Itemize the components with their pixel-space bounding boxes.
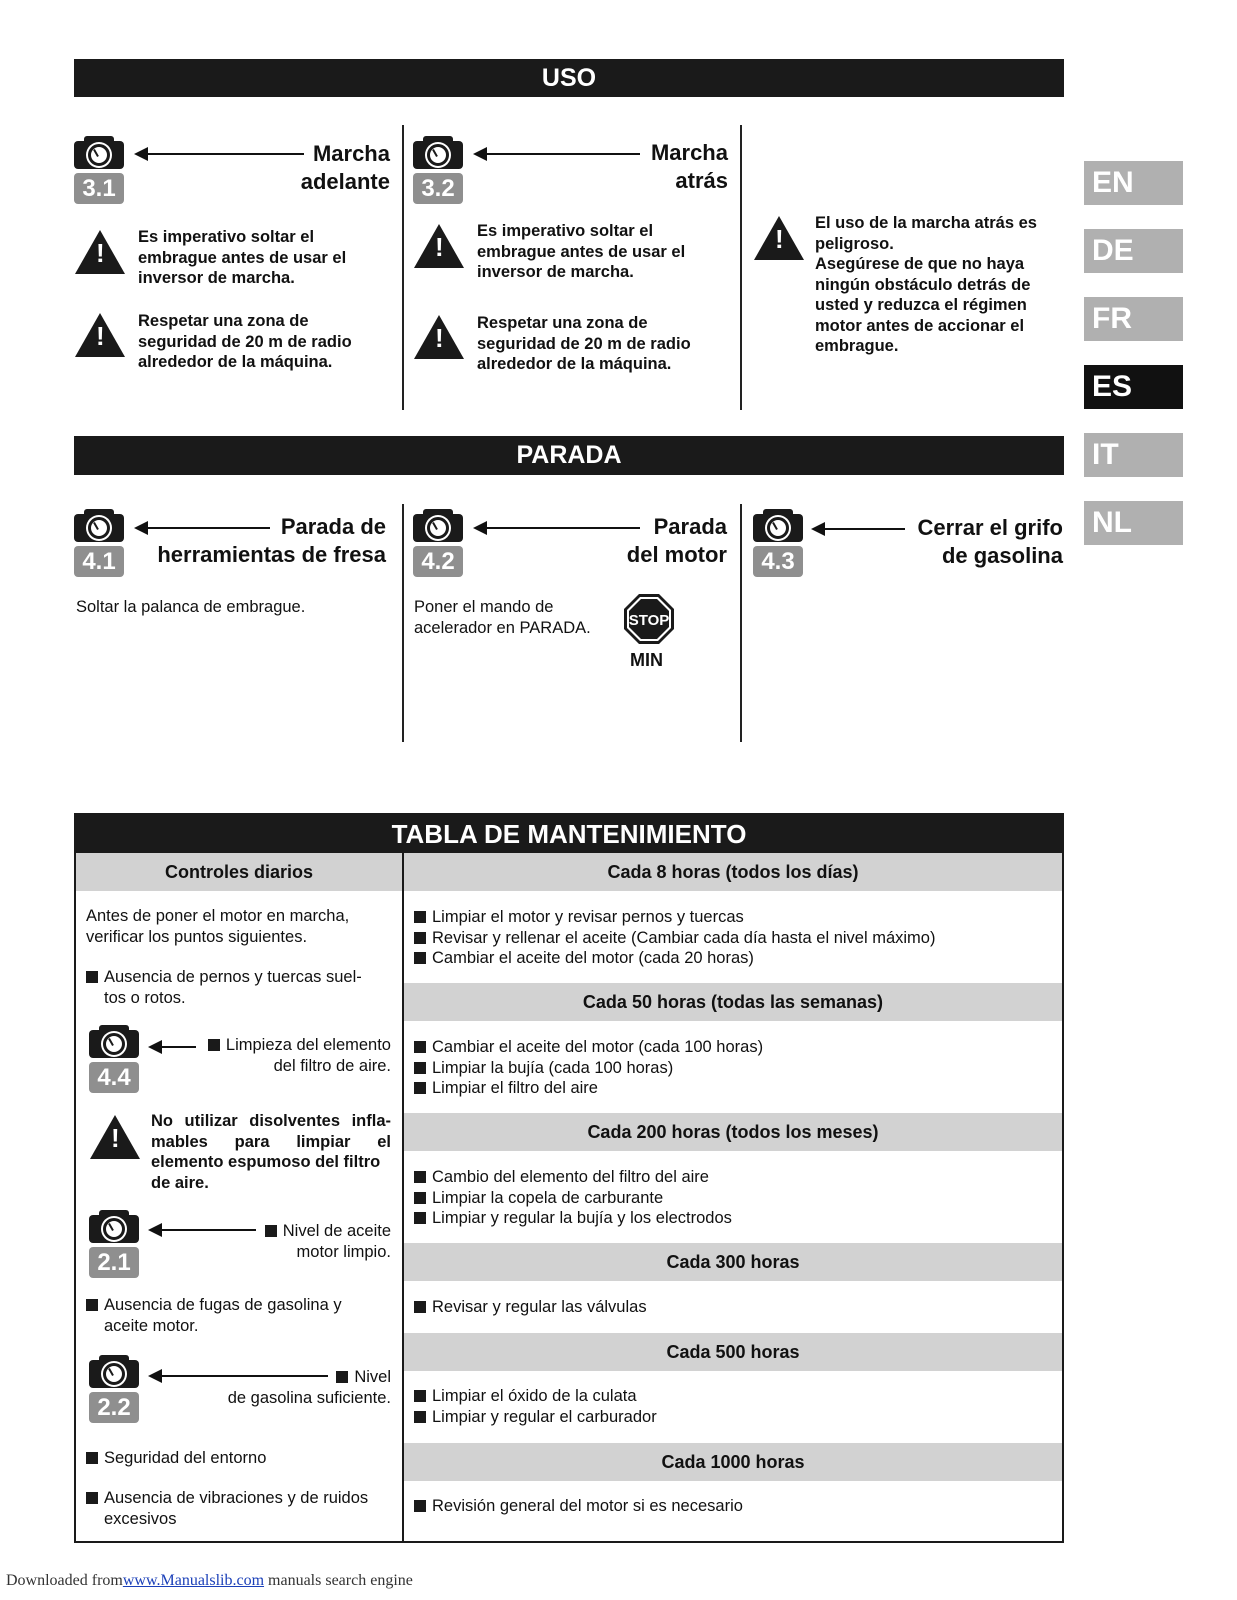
list-item bbox=[414, 1078, 763, 1099]
text-line: embrague antes de usar el bbox=[477, 242, 686, 261]
bullet-square-icon bbox=[414, 1192, 426, 1204]
text-line: inversor de marcha. bbox=[477, 263, 634, 281]
list-item-text: motor limpio. bbox=[296, 1242, 391, 1261]
text-line: seguridad de 20 m de radio bbox=[477, 334, 691, 353]
list-item bbox=[414, 1208, 732, 1229]
title-line: atrás bbox=[675, 168, 728, 193]
warning-text bbox=[815, 213, 1037, 357]
interval-heading: Cada 50 horas (todas las semanas) bbox=[404, 983, 1062, 1021]
bullet-square-icon bbox=[86, 1492, 98, 1504]
arrow-left-icon bbox=[475, 153, 640, 155]
title-line: herramientas de fresa bbox=[157, 542, 386, 567]
list-item bbox=[86, 1488, 368, 1529]
title-line: Cerrar el grifo bbox=[917, 515, 1063, 540]
warning-text bbox=[138, 227, 346, 289]
check-item bbox=[265, 1221, 391, 1262]
warning-text bbox=[477, 221, 685, 283]
language-tab-fr[interactable]: FR bbox=[1084, 297, 1183, 341]
text-line: inversor de marcha. bbox=[138, 269, 295, 287]
list-item-text: Limpieza del elemento bbox=[225, 1036, 391, 1054]
text-line: peligroso. bbox=[815, 234, 894, 253]
interval-items bbox=[414, 1297, 647, 1318]
text-line: Respetar una zona de bbox=[138, 312, 309, 330]
bullet-square-icon bbox=[414, 952, 426, 964]
list-item-text: Ausencia de pernos y tuercas suel- bbox=[104, 968, 362, 986]
interval-heading: Cada 8 horas (todos los días) bbox=[404, 853, 1062, 891]
list-item-text: Revisar y rellenar el aceite (Cambiar cada día hasta el nivel máximo) bbox=[432, 928, 936, 947]
camera-icon bbox=[89, 1356, 141, 1423]
interval-heading: Cada 200 horas (todos los meses) bbox=[404, 1113, 1062, 1151]
camera-icon bbox=[413, 510, 465, 577]
list-item-text: tos o rotos. bbox=[104, 988, 186, 1007]
bullet-square-icon bbox=[414, 911, 426, 923]
instruction-text bbox=[414, 597, 591, 638]
text-line: Poner el mando de bbox=[414, 598, 554, 616]
list-item bbox=[414, 1167, 732, 1188]
warning-text bbox=[151, 1111, 391, 1193]
list-item-text: Limpiar la bujía (cada 100 horas) bbox=[432, 1058, 674, 1077]
text-line: elemento espumoso del filtro bbox=[151, 1153, 381, 1171]
figure-badge: 2.1 bbox=[89, 1247, 139, 1278]
text-line: embrague antes de usar el bbox=[138, 248, 347, 267]
bullet-square-icon bbox=[86, 1452, 98, 1464]
camera-icon bbox=[89, 1211, 141, 1278]
figure-badge: 3.1 bbox=[74, 173, 124, 204]
list-item-text: Limpiar y regular el carburador bbox=[432, 1407, 657, 1426]
footer-suffix: manuals search engine bbox=[264, 1572, 413, 1589]
camera-icon bbox=[74, 137, 126, 204]
text-line: No utilizar disolventes infla- bbox=[151, 1112, 391, 1130]
text-line: mables para limpiar el bbox=[151, 1132, 391, 1151]
interval-items bbox=[414, 1386, 657, 1427]
section-header-uso: USO bbox=[74, 59, 1064, 97]
daily-checks-heading: Controles diarios bbox=[76, 853, 402, 891]
section-title bbox=[651, 139, 728, 195]
list-item bbox=[414, 1386, 657, 1407]
camera-icon bbox=[74, 510, 126, 577]
instruction-text: Soltar la palanca de embrague. bbox=[76, 598, 306, 616]
text-line: Respetar una zona de bbox=[477, 314, 648, 332]
interval-items bbox=[414, 1167, 732, 1229]
interval-heading: Cada 500 horas bbox=[404, 1333, 1062, 1371]
bullet-square-icon bbox=[414, 932, 426, 944]
text-line: alrededor de la máquina. bbox=[138, 353, 333, 371]
list-item-text: del filtro de aire. bbox=[273, 1056, 391, 1075]
title-line: Marcha bbox=[312, 141, 390, 166]
arrow-left-icon bbox=[813, 528, 905, 530]
camera-icon bbox=[753, 510, 805, 577]
figure-badge: 4.1 bbox=[74, 546, 124, 577]
title-line: Parada bbox=[653, 514, 727, 539]
list-item-text: Cambiar el aceite del motor (cada 100 horas) bbox=[432, 1038, 764, 1056]
text-line: motor antes de accionar el bbox=[815, 316, 1025, 335]
list-item bbox=[86, 967, 362, 1008]
text-line: seguridad de 20 m de radio bbox=[138, 332, 352, 351]
column-divider bbox=[402, 504, 404, 742]
section-title bbox=[627, 513, 727, 569]
list-item-text: Limpiar el filtro del aire bbox=[432, 1079, 598, 1097]
warning-icon: ! bbox=[90, 1115, 140, 1159]
list-item bbox=[86, 1295, 342, 1336]
title-line: adelante bbox=[300, 169, 390, 194]
list-item-text: Nivel de aceite bbox=[282, 1222, 391, 1240]
table-divider bbox=[402, 853, 404, 1543]
bullet-square-icon bbox=[336, 1371, 348, 1383]
list-item-text: Limpiar la copela de carburante bbox=[432, 1188, 664, 1207]
camera-icon bbox=[89, 1026, 141, 1093]
list-item-text: Ausencia de vibraciones y de ruidos bbox=[104, 1489, 369, 1507]
check-item bbox=[228, 1367, 391, 1408]
bullet-square-icon bbox=[414, 1212, 426, 1224]
warning-icon: ! bbox=[754, 216, 804, 260]
interval-items bbox=[414, 1037, 763, 1099]
list-item bbox=[414, 1297, 647, 1318]
text-line: embrague. bbox=[815, 337, 899, 355]
figure-badge: 2.2 bbox=[89, 1392, 139, 1423]
arrow-left-icon bbox=[150, 1229, 256, 1231]
table-title: TABLA DE MANTENIMIENTO bbox=[76, 815, 1062, 853]
text-line: Es imperativo soltar el bbox=[477, 222, 654, 240]
bullet-square-icon bbox=[414, 1041, 426, 1053]
min-label: MIN bbox=[630, 650, 663, 670]
list-item bbox=[414, 1188, 732, 1209]
warning-icon: ! bbox=[75, 230, 125, 274]
footer-prefix: Downloaded from bbox=[6, 1572, 123, 1589]
list-item-text: Revisión general del motor si es necesario bbox=[432, 1497, 743, 1515]
arrow-left-icon bbox=[136, 153, 304, 155]
list-item-text: Seguridad del entorno bbox=[104, 1449, 267, 1467]
stop-sign-icon bbox=[623, 593, 675, 645]
list-item-text: de gasolina suficiente. bbox=[227, 1388, 391, 1407]
title-line: de gasolina bbox=[941, 543, 1063, 568]
language-tab-it[interactable]: IT bbox=[1084, 433, 1183, 477]
bullet-square-icon bbox=[208, 1039, 220, 1051]
bullet-square-icon bbox=[414, 1390, 426, 1402]
list-item bbox=[414, 1496, 743, 1517]
section-title bbox=[918, 514, 1064, 570]
text-line: ningún obstáculo detrás de bbox=[815, 275, 1031, 294]
section-title bbox=[301, 140, 390, 196]
list-item-text: aceite motor. bbox=[104, 1316, 199, 1335]
text-line: Antes de poner el motor en marcha, bbox=[86, 907, 350, 925]
list-item-text: Limpiar el óxido de la culata bbox=[432, 1387, 637, 1405]
figure-badge: 3.2 bbox=[413, 173, 463, 204]
figure-badge: 4.3 bbox=[753, 546, 803, 577]
list-item-text: Cambiar el aceite del motor (cada 20 horas) bbox=[432, 949, 754, 967]
list-item bbox=[414, 928, 935, 949]
text-line: de aire. bbox=[151, 1173, 209, 1192]
text-line: verificar los puntos siguientes. bbox=[86, 927, 308, 946]
list-item bbox=[414, 1058, 763, 1079]
interval-items bbox=[414, 907, 935, 969]
interval-heading: Cada 1000 horas bbox=[404, 1443, 1062, 1481]
list-item-text: Limpiar el motor y revisar pernos y tuercas bbox=[432, 908, 744, 926]
list-item bbox=[414, 907, 935, 928]
text-line: alrededor de la máquina. bbox=[477, 355, 672, 373]
interval-heading: Cada 300 horas bbox=[404, 1243, 1062, 1281]
warning-icon: ! bbox=[75, 313, 125, 357]
bullet-square-icon bbox=[414, 1171, 426, 1183]
column-divider bbox=[740, 125, 742, 410]
warning-icon: ! bbox=[414, 315, 464, 359]
warning-text bbox=[477, 313, 691, 375]
column-divider bbox=[402, 125, 404, 410]
arrow-left-icon bbox=[475, 527, 640, 529]
text-line: acelerador en PARADA. bbox=[414, 618, 591, 637]
list-item bbox=[414, 1037, 763, 1058]
language-tab-de[interactable]: DE bbox=[1084, 229, 1183, 273]
list-item-text: excesivos bbox=[104, 1509, 177, 1528]
text-line: Asegúrese de que no haya bbox=[815, 255, 1025, 273]
manualslib-link[interactable]: www.Manualslib.com bbox=[122, 1572, 265, 1589]
bullet-square-icon bbox=[414, 1082, 426, 1094]
column-divider bbox=[740, 504, 742, 742]
bullet-square-icon bbox=[414, 1500, 426, 1512]
download-footer bbox=[6, 1572, 413, 1590]
list-item-text: Limpiar y regular la bujía y los electrodos bbox=[432, 1209, 732, 1227]
bullet-square-icon bbox=[86, 971, 98, 983]
title-line: Marcha bbox=[650, 140, 728, 165]
text-line: Es imperativo soltar el bbox=[138, 228, 315, 246]
language-tab-es[interactable]: ES bbox=[1084, 365, 1183, 409]
bullet-square-icon bbox=[414, 1062, 426, 1074]
figure-badge: 4.4 bbox=[89, 1062, 139, 1093]
stop-sign-text: STOP bbox=[628, 612, 670, 629]
text-line: usted y reduzca el régimen bbox=[815, 296, 1027, 314]
language-tab-nl[interactable]: NL bbox=[1084, 501, 1183, 545]
check-item bbox=[208, 1035, 391, 1076]
interval-items bbox=[414, 1496, 743, 1517]
bullet-square-icon bbox=[265, 1225, 277, 1237]
camera-icon bbox=[413, 137, 465, 204]
list-item-text: Nivel bbox=[354, 1368, 391, 1386]
list-item-text: Cambio del elemento del filtro del aire bbox=[432, 1168, 709, 1186]
daily-intro bbox=[86, 906, 349, 947]
warning-icon: ! bbox=[414, 224, 464, 268]
bullet-square-icon bbox=[86, 1299, 98, 1311]
text-line: El uso de la marcha atrás es bbox=[815, 214, 1037, 232]
title-line: Parada de bbox=[280, 514, 386, 539]
section-header-parada: PARADA bbox=[74, 436, 1064, 475]
arrow-left-icon bbox=[150, 1046, 196, 1048]
title-line: del motor bbox=[626, 542, 727, 567]
bullet-square-icon bbox=[414, 1301, 426, 1313]
language-tab-en[interactable]: EN bbox=[1084, 161, 1183, 205]
section-title bbox=[157, 513, 386, 569]
list-item-text: Revisar y regular las válvulas bbox=[432, 1298, 647, 1316]
list-item-text: Ausencia de fugas de gasolina y bbox=[104, 1296, 342, 1314]
list-item bbox=[414, 948, 935, 969]
figure-badge: 4.2 bbox=[413, 546, 463, 577]
list-item bbox=[86, 1448, 266, 1469]
bullet-square-icon bbox=[414, 1411, 426, 1423]
warning-text bbox=[138, 311, 352, 373]
list-item bbox=[414, 1407, 657, 1428]
